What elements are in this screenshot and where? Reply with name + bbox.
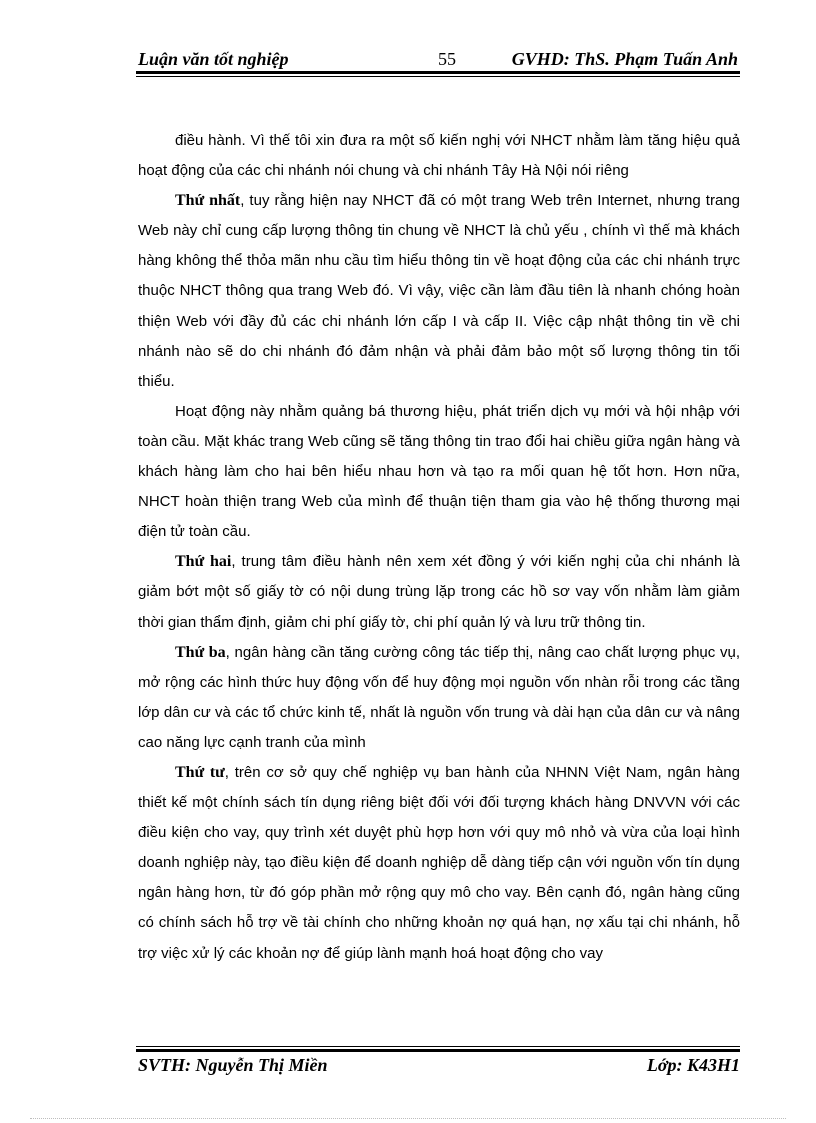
header-rule-thick bbox=[136, 71, 740, 74]
paragraph-text: , ngân hàng cần tăng cường công tác tiếp thị, nâng cao chất lượng phục vụ, mở rộng các hình thức huy động vốn để huy động mọi nguồn vốn nhàn rỗi trong các tầng lớp dân cư và các tổ chức kinh tế, nhất là nguồn vốn trung và dài hạn của dân cư và nâng cao năng lực cạnh tranh của mình bbox=[138, 643, 740, 751]
page-footer bbox=[138, 1053, 740, 1079]
header-rule-thin bbox=[136, 76, 740, 77]
supervisor: GVHD: ThS. Phạm Tuấn Anh bbox=[511, 49, 738, 69]
student-name: SVTH: Nguyễn Thị Miền bbox=[138, 1055, 328, 1075]
class-code: Lớp: K43H1 bbox=[646, 1055, 740, 1075]
paragraph-text: điều hành. Vì thế tôi xin đưa ra một số kiến nghị với NHCT nhằm làm tăng hiệu quả hoạt động của các chi nhánh nói chung và chi nhánh Tây Hà Nội nói riêng bbox=[138, 132, 740, 180]
footer-rule-thin bbox=[136, 1046, 740, 1047]
footer-rule-thick bbox=[136, 1049, 740, 1052]
paragraph-text: , trên cơ sở quy chế nghiệp vụ ban hành của NHNN Việt Nam, ngân hàng thiết kế một chính sách tín dụng riêng biệt đối với đối tượng khách hàng DNVVN với các điều kiện cho vay, quy trình xét duyệt phù hợp hơn với quy mô nhỏ và vừa của loại hình doanh nghiệp này, tạo điều kiện để doanh nghiệp dễ dàng tiếp cận với nguồn vốn tín dụng ngân hàng hơn, từ đó góp phần mở rộng quy mô cho vay. Bên cạnh đó, ngân hàng cũng có chính sách hỗ trợ về tài chính cho những khoản nợ quá hạn, nợ xấu tại chi nhánh, hỗ trợ việc xử lý các khoản nợ để giúp lành mạnh hoá hoạt động cho vay bbox=[138, 763, 740, 962]
paragraph-lead: Thứ nhất bbox=[175, 192, 241, 210]
paragraph-lead: Thứ ba bbox=[175, 643, 226, 661]
page-number: 55 bbox=[438, 49, 456, 69]
paragraph bbox=[138, 758, 740, 969]
paragraph bbox=[138, 638, 740, 758]
paragraph bbox=[138, 547, 740, 637]
page-bottom-border bbox=[30, 1118, 786, 1119]
paragraph-lead: Thứ tư bbox=[175, 763, 225, 781]
paragraph bbox=[138, 397, 740, 547]
paragraph-lead: Thứ hai bbox=[175, 553, 232, 571]
paragraph-text: Hoạt động này nhằm quảng bá thương hiệu, phát triển dịch vụ mới và hội nhập với toàn cầu. Mặt khác trang Web cũng sẽ tăng thông tin trao đổi hai chiều giữa ngân hàng và khách hàng làm cho hai bên hiểu nhau hơn và tạo ra mối quan hệ tốt hơn. Hơn nữa, NHCT hoàn thiện trang Web của mình để thuận tiện tham gia vào hệ thống thương mại điện tử toàn cầu. bbox=[138, 402, 740, 541]
page-header bbox=[138, 45, 738, 71]
paragraph bbox=[138, 126, 740, 186]
paragraph-text: , trung tâm điều hành nên xem xét đồng ý với kiến nghị của chi nhánh là giảm bớt một số giấy tờ có nội dung trùng lặp trong các hồ sơ vay vốn nhằm làm giảm thời gian thẩm định, giảm chi phí giấy tờ, chi phí quản lý và lưu trữ thông tin. bbox=[138, 553, 741, 631]
body-text bbox=[138, 126, 740, 969]
paragraph bbox=[138, 186, 740, 397]
paragraph-text: , tuy rằng hiện nay NHCT đã có một trang Web trên Internet, nhưng trang Web này chỉ cung cấp lượng thông tin chung về NHCT là chủ yếu , chính vì thế mà khách hàng không thể thỏa mãn nhu cầu tìm hiểu thông tin về hoạt động của các chi nhánh trực thuộc NHCT thông qua trang Web đó. Vì vậy, việc cần làm đầu tiên là nhanh chóng hoàn thiện Web với đầy đủ các chi nhánh lớn cấp I và cấp II. Việc cập nhật thông tin về chi nhánh nào sẽ do chi nhánh đó đảm nhận và phải đảm bảo một số lượng thông tin tối thiểu. bbox=[138, 192, 740, 390]
thesis-title: Luận văn tốt nghiệp bbox=[138, 49, 289, 69]
